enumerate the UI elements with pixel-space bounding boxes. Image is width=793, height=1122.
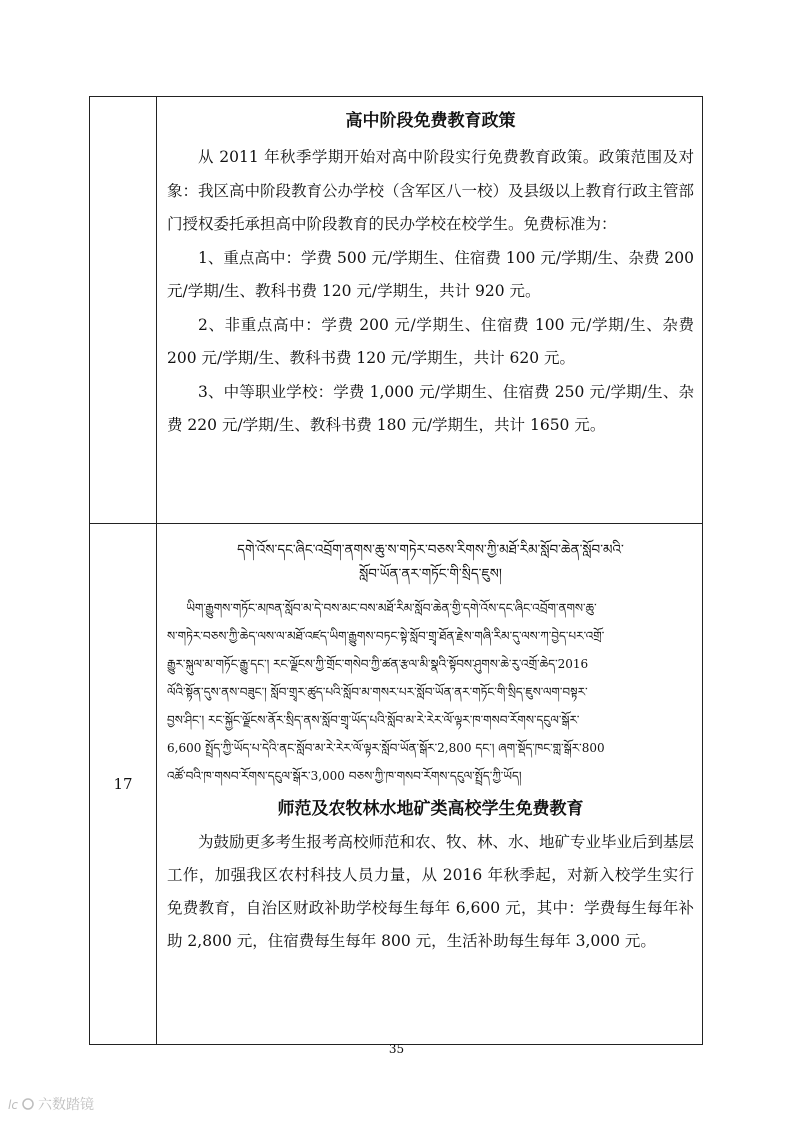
policy-paragraph: 3、中等职业学校：学费 1,000 元/学期生、住宿费 250 元/学期/生、杂费 220 元/学期/生、教科书费 180 元/学期生，共计 1650 元。 — [167, 382, 694, 434]
svg-text:lc: lc — [8, 1098, 18, 1112]
policy-paragraph: 2、非重点高中：学费 200 元/学期生、住宿费 100 元/学期/生、杂费 200 元/学期/生、教科书费 120 元/学期生，共计 620 元。 — [167, 315, 694, 367]
tibetan-text-line: རྒྱུར་སྐུལ་མ་གཏོང་རྒྱུ་དང་། རང་ལྗོངས་ཀྱི་གྲོང་གསེབ་ཀྱི་ཚན་རྩལ་མི་སྣའི་སྟོབས་ཤུགས་ཆེ་རུ་འགྲོ་ཆེད་2016 — [167, 657, 589, 671]
site-logo-icon — [8, 1096, 34, 1112]
row-number-cell — [90, 97, 157, 524]
watermark — [8, 1094, 94, 1114]
row-content-cell — [157, 524, 703, 1045]
tibetan-title — [167, 538, 694, 586]
tibetan-text-line: ཡིག་རྒྱུགས་གཏོང་མཁན་སློབ་མ་དེ་བས་མང་བས་མཐོ་རིམ་སློབ་ཆེན་གྱི་དགེ་འོས་དང་ཞིང་འབྲོག་ནགས་ཆུ་ — [186, 601, 597, 615]
section-title: 师范及农牧林水地矿类高校学生免费教育 — [277, 799, 584, 819]
watermark-text: 六数踏镜 — [38, 1097, 94, 1113]
page-number: 35 — [388, 1042, 405, 1056]
tibetan-text-line: འཚོ་བའི་ཁ་གསབ་རོགས་དངུལ་སྒོར་3,000 བཅས་ཀྱི་ཁ་གསབ་རོགས་དངུལ་སྤྲོད་ཀྱི་ཡོད། — [167, 769, 522, 783]
tibetan-title-line: སློབ་ཡོན་ནར་གཏོང་གི་སྲིད་ཇུས། — [359, 566, 502, 582]
row-number-cell: 17 — [90, 524, 157, 1045]
policy-paragraph: 1、重点高中：学费 500 元/学期生、住宿费 100 元/学期/生、杂费 200 元/学期/生、教科书费 120 元/学期生，共计 920 元。 — [167, 248, 694, 300]
tibetan-text-line: 6,600 སྤྲོད་ཀྱི་ཡོད་པ་དེའི་ནང་སློབ་མ་རེ་རེར་ལོ་ལྟར་སློབ་ཡོན་སྒོར་2,800 དང་། ཞག་སྡོད་ཁང་གླ་སྒོར་800 — [167, 741, 605, 755]
policy-paragraph: 为鼓励更多考生报考高校师范和农、牧、林、水、地矿专业毕业后到基层工作，加强我区农村科技人员力量，从 2016 年秋季起，对新入校学生实行免费教育，自治区财政补助学校每生每年 6,600 元，其中：学费每生每年补助 2,800 元，住宿费每生每年 800 元，生活补助每生每年 3,000 元。 — [167, 833, 695, 950]
table-row — [90, 97, 703, 524]
row-content-cell — [157, 97, 703, 524]
policy-table — [89, 96, 703, 1045]
tibetan-text-line: བྱས་ཤིང་། རང་སྐྱོང་ལྗོངས་ནོར་སྲིད་ནས་སློབ་གྲྭ་ཡོད་པའི་སློབ་མ་རེ་རེར་ལོ་ལྟར་ཁ་གསབ་རོགས་དངུལ་སྒོར་ — [167, 713, 580, 727]
tibetan-text-line: ལོའི་སྟོན་དུས་ནས་བཟུང་། སློབ་གྲྭར་ཚུད་པའི་སློབ་མ་གསར་པར་སློབ་ཡོན་ནར་གཏོང་གི་སྲིད་ཇུས་ལག་བསྟར་ — [167, 685, 588, 699]
table-row — [90, 524, 703, 1045]
policy-paragraph: 从 2011 年秋季学期开始对高中阶段实行免费教育政策。政策范围及对象：我区高中阶段教育公办学校（含军区八一校）及县级以上教育行政主管部门授权委托承担高中阶段教育的民办学校在校学生。免费标准为： — [167, 148, 695, 233]
tibetan-text-line: ས་གཏེར་བཅས་ཀྱི་ཆེད་ལས་ལ་མཐོ་འཛད་ཡིག་རྒྱུགས་བཏང་སྟེ་སློབ་གྲྭ་ཐོན་རྗེས་གཞི་རིམ་དུ་ལས་ཀ་བྱེད་པར་འགྲོ་ — [167, 629, 605, 643]
section-title: 高中阶段免费教育政策 — [345, 111, 516, 131]
tibetan-title-line: དགེ་འོས་དང་ཞིང་འབྲོག་ནགས་ཆུ་ས་གཏེར་བཅས་རིགས་ཀྱི་མཐོ་རིམ་སློབ་ཆེན་སློབ་མའི་ — [237, 542, 624, 558]
